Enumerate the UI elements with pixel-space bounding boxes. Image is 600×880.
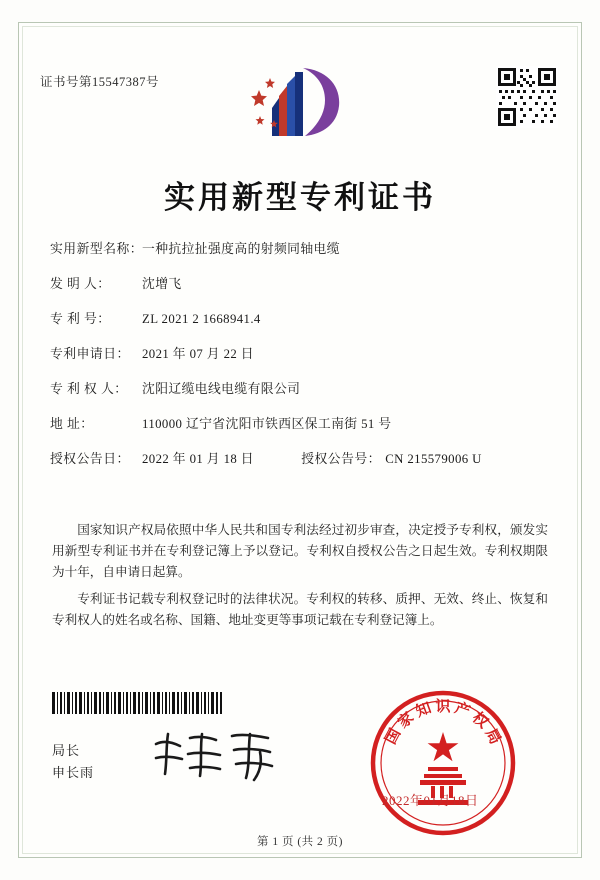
svg-text:家: 家 bbox=[394, 708, 418, 732]
field-row bbox=[50, 415, 550, 433]
barcode-icon bbox=[52, 692, 222, 714]
grant-announcement-row bbox=[50, 450, 550, 468]
svg-text:权: 权 bbox=[468, 708, 492, 732]
legal-paragraph: 专利证书记载专利权登记时的法律状况。专利权的转移、质押、无效、终止、恢复和专利权人的姓名或名称、国籍、地址变更等事项记载在专利登记簿上。 bbox=[52, 592, 548, 627]
certificate-fields bbox=[50, 240, 550, 485]
svg-text:知: 知 bbox=[413, 698, 434, 721]
grant-number-group bbox=[301, 450, 482, 468]
signature-block bbox=[52, 740, 94, 784]
grant-number-label: 授权公告号： bbox=[301, 452, 381, 466]
field-row bbox=[50, 345, 550, 363]
legal-paragraph: 国家知识产权局依照中华人民共和国专利法经过初步审查，决定授予专利权，颁发实用新型专利证书并在专利登记簿上予以登记。专利权自授权公告之日起生效。专利权期限为十年，自申请日起算。 bbox=[52, 523, 548, 579]
field-label: 发 明 人： bbox=[50, 277, 111, 291]
signature-role: 局长 bbox=[52, 743, 81, 758]
field-value: 沈增飞 bbox=[142, 277, 182, 291]
grant-date-label: 授权公告日： bbox=[50, 452, 130, 466]
field-label: 专利申请日： bbox=[50, 347, 130, 361]
svg-text:国: 国 bbox=[381, 725, 405, 748]
field-row bbox=[50, 240, 550, 258]
field-row bbox=[50, 275, 550, 293]
field-row bbox=[50, 380, 550, 398]
field-label: 地 址： bbox=[50, 417, 94, 431]
field-label: 实用新型名称： bbox=[50, 242, 144, 256]
signature-name: 申长雨 bbox=[52, 765, 95, 780]
field-value: ZL 2021 2 1668941.4 bbox=[142, 312, 261, 326]
handwritten-signature-icon bbox=[150, 728, 280, 784]
qr-code-icon bbox=[496, 66, 558, 128]
legal-text bbox=[52, 520, 548, 637]
page-title: 实用新型专利证书 bbox=[164, 180, 436, 216]
cnipa-logo-icon bbox=[243, 62, 353, 140]
svg-text:识: 识 bbox=[435, 697, 451, 715]
field-value: 2021 年 07 月 22 日 bbox=[142, 347, 254, 361]
field-row bbox=[50, 310, 550, 328]
svg-text:产: 产 bbox=[452, 698, 473, 721]
field-value: 110000 辽宁省沈阳市铁西区保工南街 51 号 bbox=[142, 417, 392, 431]
grant-number-value: CN 215579006 U bbox=[385, 452, 482, 466]
certificate-number: 证书号第15547387号 bbox=[40, 75, 160, 89]
svg-text:局: 局 bbox=[481, 725, 505, 748]
seal-date: 2022年01月18日 bbox=[382, 793, 479, 808]
page-footer: 第 1 页 (共 2 页) bbox=[256, 836, 344, 848]
field-value: 沈阳辽缆电线电缆有限公司 bbox=[142, 382, 301, 396]
official-red-seal-icon bbox=[368, 688, 518, 838]
field-label: 专 利 权 人： bbox=[50, 382, 128, 396]
field-label: 专 利 号： bbox=[50, 312, 111, 326]
grant-date-value: 2022 年 01 月 18 日 bbox=[142, 452, 254, 466]
field-value: 一种抗拉扯强度高的射频同轴电缆 bbox=[142, 242, 340, 256]
